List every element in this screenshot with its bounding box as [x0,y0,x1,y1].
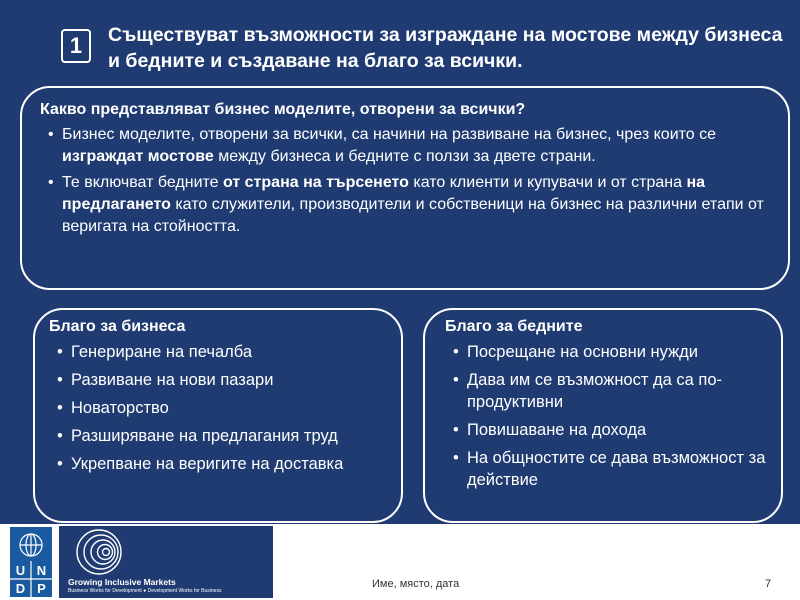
logo-subtitle: Business Works for Development ● Development Works for Business [68,588,222,594]
list-item: • Разширяване на предлагания труд [49,425,393,447]
list-item: • Дава им се възможност да са по-продуктивни [445,369,773,413]
page-number: 7 [765,578,772,590]
list-item: • Посрещане на основни нужди [445,341,773,363]
text-segment: Бизнес моделите, отворени за всички, са начини на развиване на бизнес, чрез които се [62,126,717,143]
business-benefits-heading: Благо за бизнеса [49,318,186,335]
logo-title: Growing Inclusive Markets [68,577,176,587]
emphasis-text: от страна на търсенето [223,174,409,191]
business-benefits-list [49,341,393,475]
emphasis-text: изграждат мостове [62,148,214,165]
text-segment: между бизнеса и бедните с ползи за двете страни. [213,148,596,165]
list-item: • Укрепване на веригите на доставка [49,453,393,475]
text-segment: като клиенти и купувачи и от страна [408,174,687,191]
undp-letter: P [37,581,46,596]
poor-benefits-panel [423,308,783,523]
poor-benefits-list [445,341,773,491]
growing-inclusive-markets-logo [59,526,273,598]
list-item [40,172,770,238]
slide-title: Съществуват възможности за изграждане на мостове между бизнеса и бедните и създаване на благо за всички. [108,24,783,72]
undp-logo-icon [10,527,52,597]
definition-heading: Какво представляват бизнес моделите, отворени за всички? [40,101,526,118]
spiral-logo-icon [65,528,145,578]
poor-benefits-heading: Благо за бедните [445,318,583,335]
definition-panel [20,86,790,290]
list-item: • Развиване на нови пазари [49,369,393,391]
list-item: • Повишаване на дохода [445,419,773,441]
list-item: • Генериране на печалба [49,341,393,363]
text-segment: като служители, производители и собственици на бизнес на различни етапи от веригата на стойността. [62,196,764,235]
list-item: • На общностите се дава възможност за действие [445,447,773,491]
definition-list [40,124,770,238]
list-item [40,124,770,168]
undp-letter: N [36,563,47,578]
business-benefits-panel [33,308,403,523]
list-item: • Новаторство [49,397,393,419]
undp-letter: D [15,581,26,596]
emphasis-text: на предлагането [62,174,706,213]
slide-number-badge: 1 [61,29,91,63]
footer-text: Име, място, дата [372,578,460,590]
undp-letter: U [15,563,26,578]
text-segment: Те включват бедните [62,174,223,191]
footer [0,524,800,600]
